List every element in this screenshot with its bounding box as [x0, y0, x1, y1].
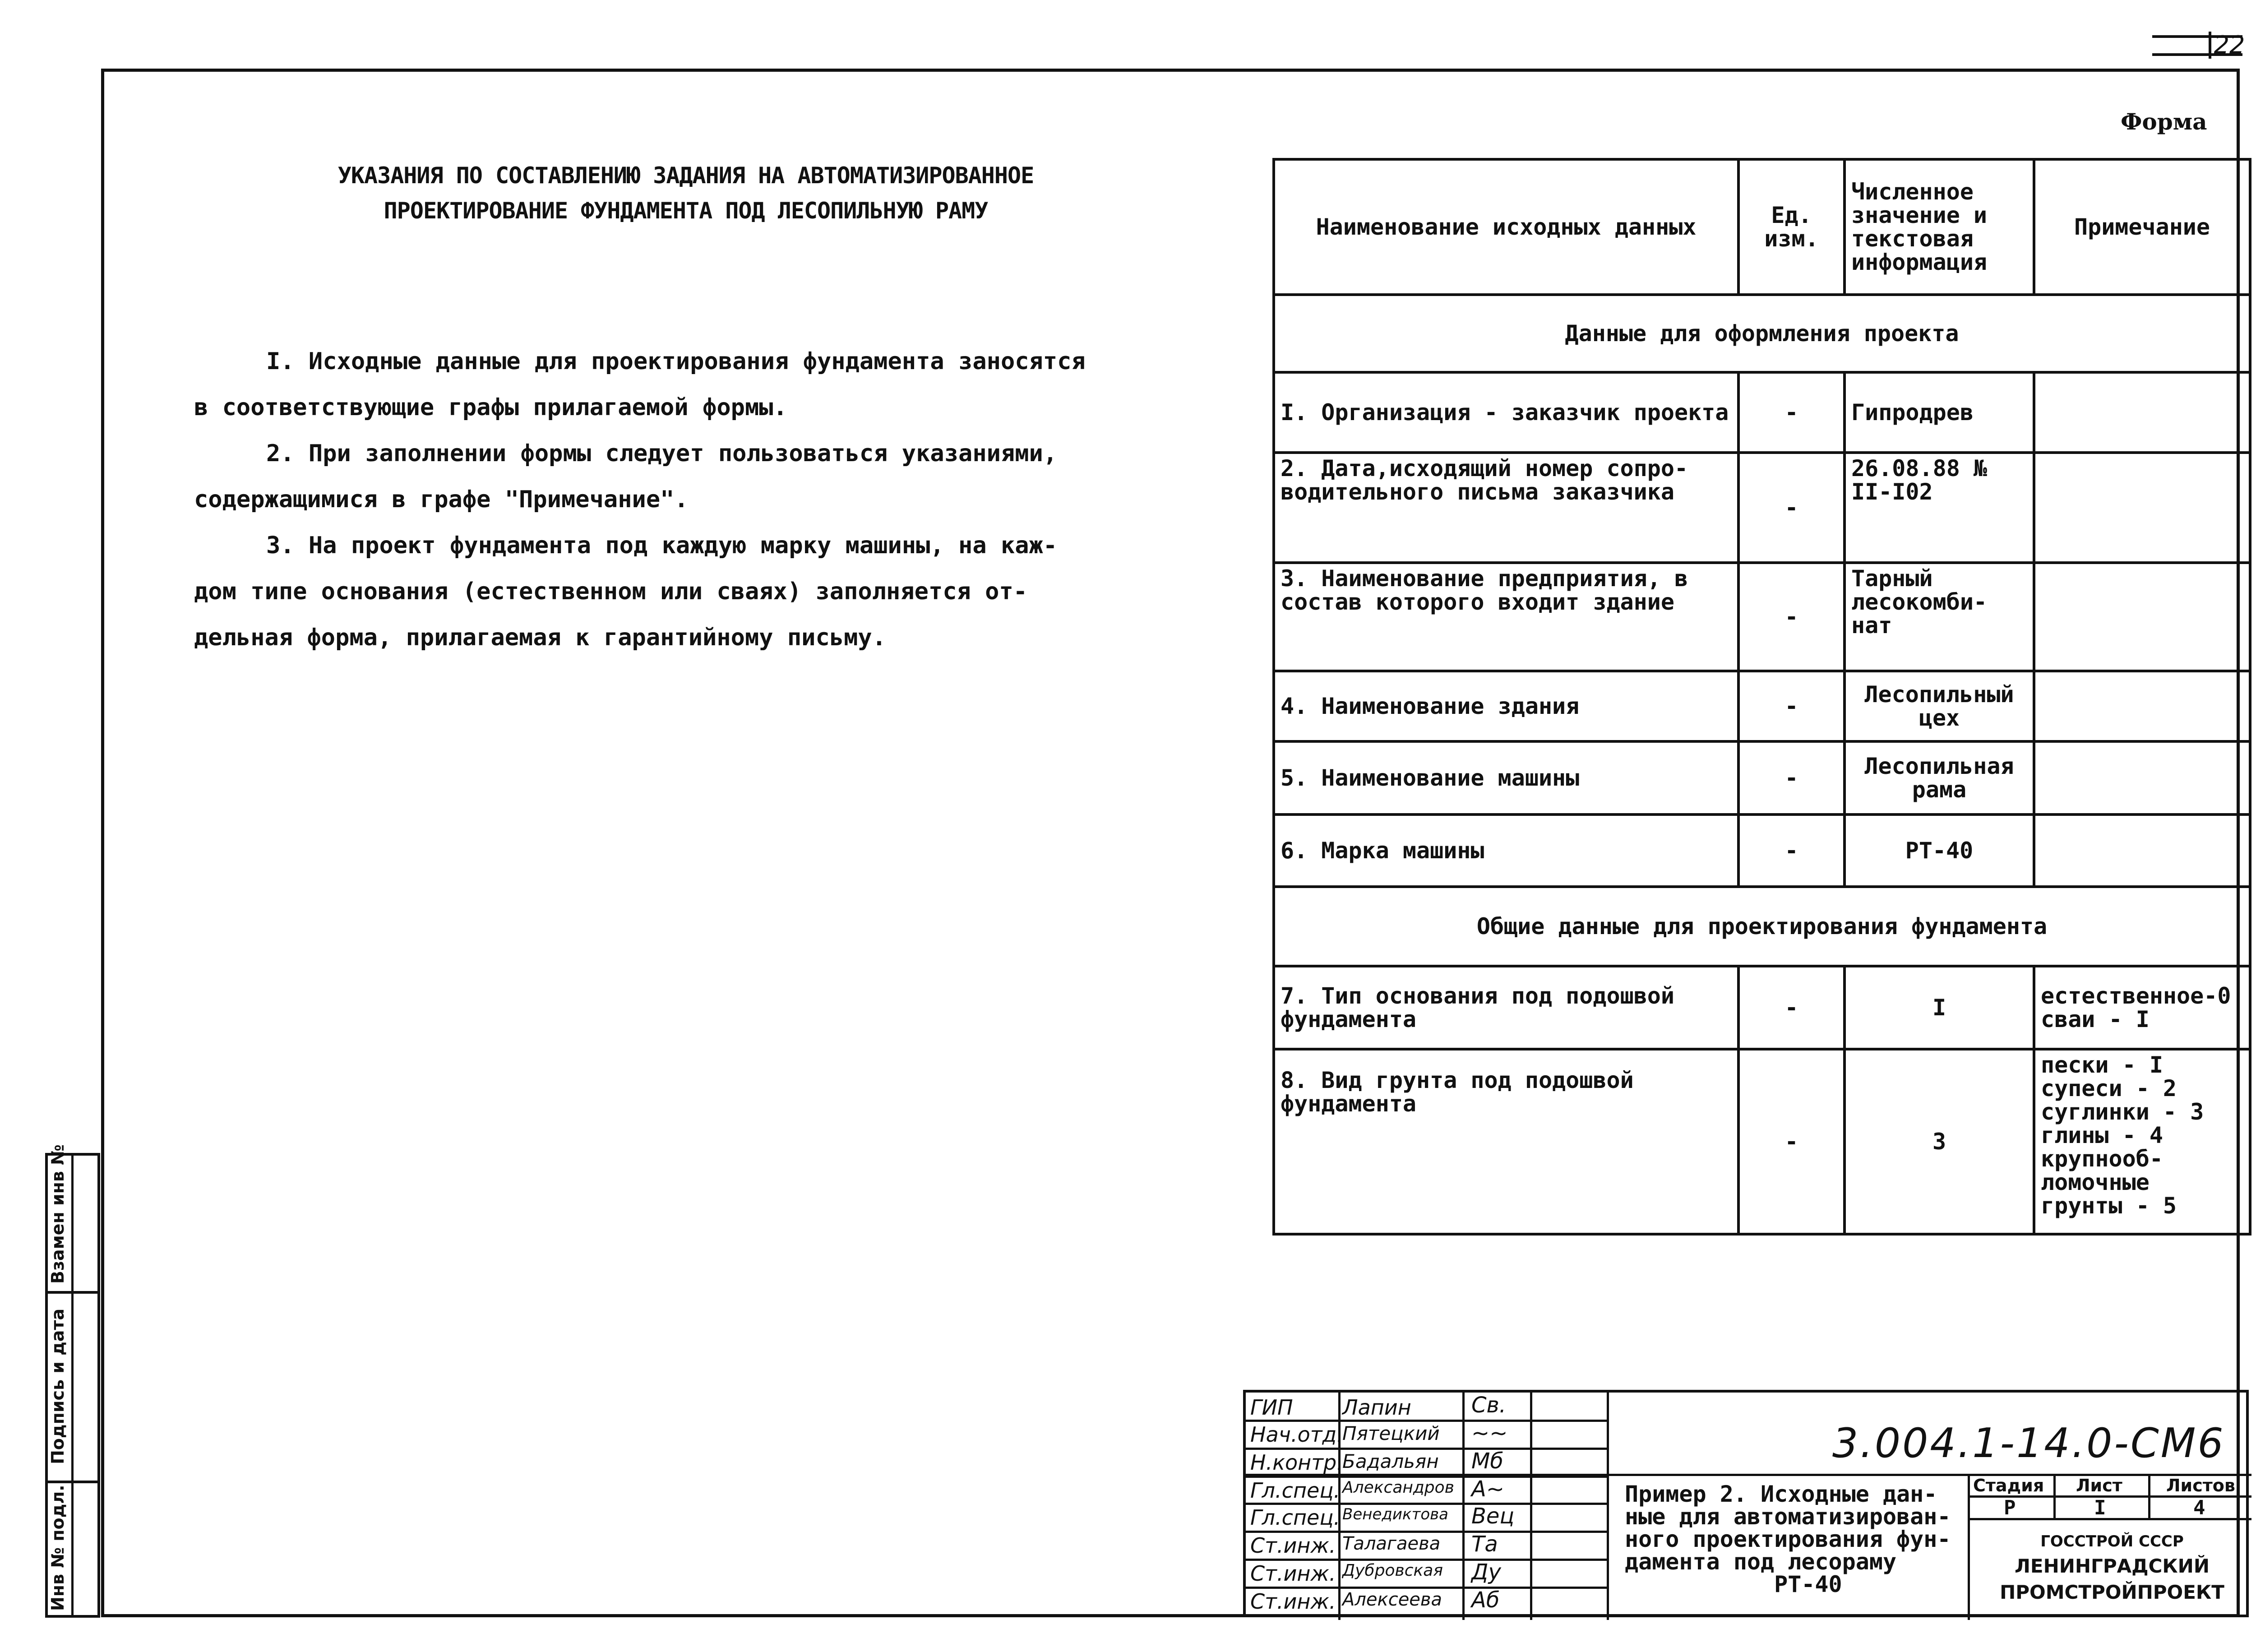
row-unit: -	[1738, 563, 1845, 671]
role-8: Ст.инж.	[1250, 1589, 1336, 1614]
signature-5: Вец	[1471, 1504, 1515, 1529]
table-row	[1274, 814, 2250, 887]
row-note	[2034, 814, 2250, 887]
row-note	[2034, 372, 2250, 453]
row-value: I	[1845, 966, 2034, 1049]
org-line-3: ПРОМСТРОЙПРОЕКТ	[2000, 1581, 2224, 1603]
section-row	[1274, 887, 2250, 966]
row-unit: -	[1738, 741, 1845, 814]
row-unit: -	[1738, 966, 1845, 1049]
instruction-line-7: дельная форма, прилагаемая к гарантийному письму.	[194, 624, 887, 651]
signature-1: Св.	[1471, 1393, 1507, 1418]
header-value: Численное значение и текстовая информация	[1845, 159, 2034, 295]
name-4: Александров	[1342, 1478, 1454, 1497]
row-unit: -	[1738, 671, 1845, 741]
name-6: Талагаева	[1342, 1533, 1441, 1554]
role-5: Гл.спец.	[1250, 1505, 1341, 1530]
row-value: РТ-40	[1845, 814, 2034, 887]
instruction-line-3: 2. При заполнении формы следует пользоваться указаниями,	[266, 440, 1058, 467]
sheets-label: Листов	[2166, 1476, 2235, 1495]
row-name: 6. Марка машины	[1274, 814, 1738, 887]
row-note	[2034, 671, 2250, 741]
table-row	[1274, 563, 2250, 671]
row-name: 4. Наименование здания	[1274, 671, 1738, 741]
instruction-line-2: в соответствующие графы прилагаемой формы.	[194, 394, 787, 421]
table-header-row	[1274, 159, 2250, 295]
sheets-value: 4	[2193, 1496, 2205, 1519]
signature-3: Мб	[1471, 1448, 1504, 1474]
row-unit: -	[1738, 1049, 1845, 1234]
table-row	[1274, 966, 2250, 1049]
row-unit: -	[1738, 372, 1845, 453]
row-value: Лесопильный цех	[1845, 671, 2034, 741]
row-value: Тарный лесокомби-нат	[1845, 563, 2034, 671]
header-note: Примечание	[2034, 159, 2250, 295]
stage-label: Стадия	[1973, 1476, 2044, 1495]
row-note	[2034, 741, 2250, 814]
role-1: ГИП	[1250, 1395, 1293, 1420]
role-4: Гл.спец.	[1250, 1478, 1341, 1503]
drawing-description: Пример 2. Исходные дан- ные для автоматизирован- ного проектирования фун- дамента под лесораму РТ-40	[1625, 1481, 1951, 1597]
side-label-vzam: Взамен инв №	[48, 1144, 68, 1284]
row-note: пески - I супеси - 2 суглинки - 3 глины - 4 крупнооб-ломочные грунты - 5	[2034, 1049, 2250, 1234]
row-value: Лесопильная рама	[1845, 741, 2034, 814]
org-line-2: ЛЕНИНГРАДСКИЙ	[2015, 1555, 2210, 1577]
row-name: 8. Вид грунта под подошвой фундамента	[1274, 1049, 1738, 1234]
instruction-line-1: I. Исходные данные для проектирования фундамента заносятся	[266, 348, 1086, 375]
row-name: 3. Наименование предприятия, в состав которого входит здание	[1274, 563, 1738, 671]
row-unit: -	[1738, 814, 1845, 887]
role-2: Нач.отд.	[1250, 1422, 1343, 1447]
signature-8: Аб	[1471, 1587, 1500, 1613]
table-row	[1274, 372, 2250, 453]
form-label: Форма	[2121, 108, 2207, 135]
row-note: естественное-0 сваи - I	[2034, 966, 2250, 1049]
instruction-line-4: содержащимися в графе "Примечание".	[194, 486, 689, 513]
section-row	[1274, 295, 2250, 372]
signature-2: ~~	[1471, 1421, 1508, 1446]
section-title-1: Данные для оформления проекта	[1274, 295, 2250, 372]
name-2: Пятецкий	[1342, 1422, 1440, 1444]
section-title-2: Общие данные для проектирования фундамента	[1274, 887, 2250, 966]
table-row	[1274, 741, 2250, 814]
row-name: 2. Дата,исходящий номер сопро-водительного письма заказчика	[1274, 453, 1738, 563]
name-7: Дубровская	[1342, 1561, 1443, 1580]
name-8: Алексеева	[1342, 1589, 1442, 1610]
sheet-label: Лист	[2076, 1476, 2122, 1495]
sheet-value: I	[2094, 1496, 2106, 1519]
row-name: 5. Наименование машины	[1274, 741, 1738, 814]
row-name: 7. Тип основания под подошвой фундамента	[1274, 966, 1738, 1049]
row-value: 26.08.88 № II-I02	[1845, 453, 2034, 563]
header-unit: Ед. изм.	[1738, 159, 1845, 295]
row-value: Гипродрев	[1845, 372, 2034, 453]
title-block	[1243, 1390, 2249, 1617]
signature-6: Та	[1471, 1532, 1498, 1557]
instruction-line-5: 3. На проект фундамента под каждую марку машины, на каж-	[266, 532, 1058, 559]
drawing-code: 3.004.1-14.0-СМ6	[1832, 1420, 2225, 1467]
stage-value: Р	[2004, 1496, 2016, 1519]
role-7: Ст.инж.	[1250, 1561, 1336, 1586]
row-note	[2034, 453, 2250, 563]
row-value: 3	[1845, 1049, 2034, 1234]
form-table	[1272, 158, 2251, 1236]
org-line-1: ГОССТРОЙ СССР	[2040, 1532, 2184, 1550]
signature-7: Ду	[1471, 1559, 1501, 1585]
table-row	[1274, 1049, 2250, 1234]
role-6: Ст.инж.	[1250, 1533, 1336, 1558]
row-name: I. Организация - заказчик проекта	[1274, 372, 1738, 453]
table-row	[1274, 671, 2250, 741]
page-number: 22	[2209, 32, 2247, 59]
signature-4: А~	[1471, 1476, 1505, 1502]
row-unit: -	[1738, 453, 1845, 563]
name-5: Венедиктова	[1342, 1505, 1449, 1523]
header-name: Наименование исходных данных	[1274, 159, 1738, 295]
name-1: Лапин	[1342, 1395, 1411, 1420]
table-row	[1274, 453, 2250, 563]
title-line-1: УКАЗАНИЯ ПО СОСТАВЛЕНИЮ ЗАДАНИЯ НА АВТОМАТИЗИРОВАННОЕ	[337, 162, 1034, 189]
name-3: Бадальян	[1342, 1450, 1439, 1472]
instruction-line-6: дом типе основания (естественном или сваях) заполняется от-	[194, 578, 1028, 605]
row-note	[2034, 563, 2250, 671]
side-label-podpis: Подпись и дата	[48, 1308, 68, 1464]
side-label-inv: Инв № подл.	[48, 1485, 68, 1611]
title-line-2: ПРОЕКТИРОВАНИЕ ФУНДАМЕНТА ПОД ЛЕСОПИЛЬНУЮ РАМУ	[384, 198, 988, 224]
role-3: Н.контр.	[1250, 1450, 1343, 1475]
